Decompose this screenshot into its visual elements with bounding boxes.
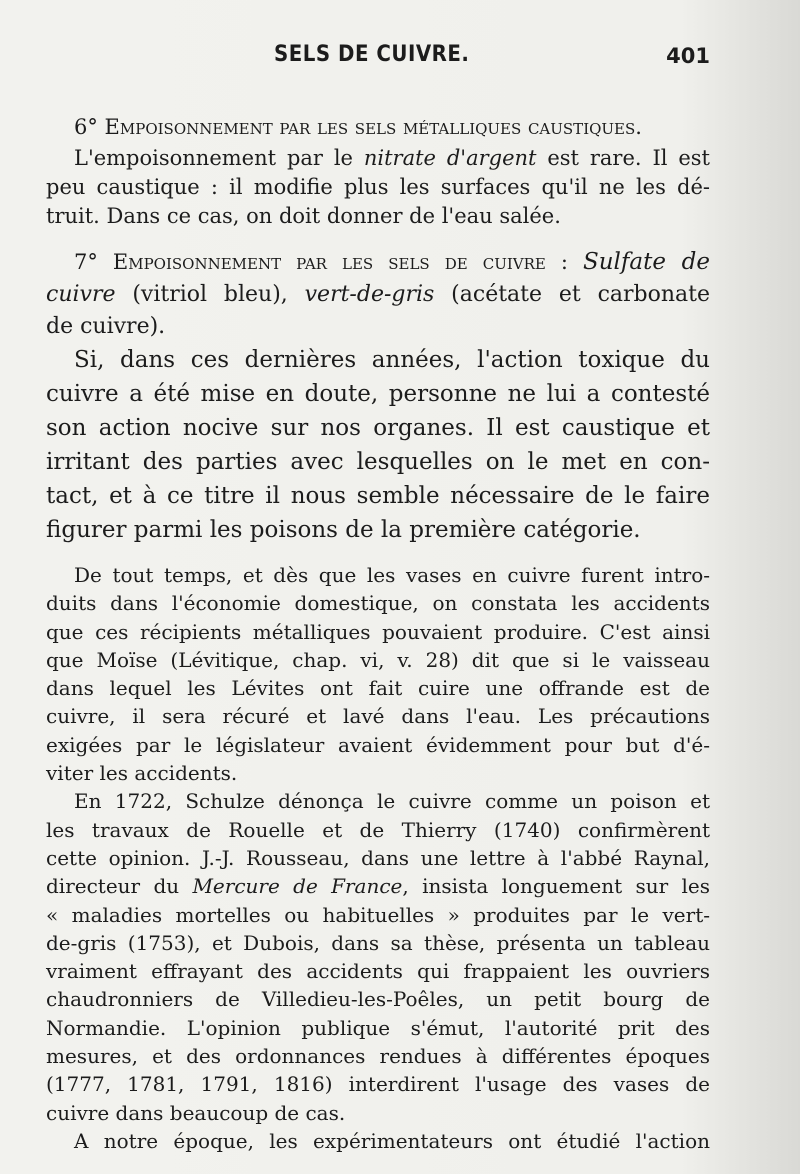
text-line: de-gris (1753), et Dubois, dans sa thèse, présenta un tableau: [46, 930, 710, 955]
italic-text: cuivre: [46, 282, 116, 307]
page-header: [46, 42, 710, 78]
text-line: cette opinion. J.-J. Rousseau, dans une lettre à l'abbé Raynal,: [46, 845, 710, 870]
text: , insista longuement sur les: [402, 874, 710, 899]
text-line: figurer parmi les poisons de la première catégorie.: [46, 517, 641, 543]
text: directeur du: [46, 874, 193, 899]
text-line: que ces récipients métalliques pouvaient produire. C'est ainsi: [46, 619, 710, 644]
text-line: vraiment effrayant des accidents qui frappaient les ouvriers: [46, 959, 710, 984]
text-line: irritant des parties avec lesquelles on le met en con-: [46, 449, 710, 475]
text: L'empoisonnement par le: [74, 146, 364, 170]
text-line: De tout temps, et dès que les vases en cuivre furent intro-: [74, 563, 710, 587]
paragraph-toxicity: [46, 343, 710, 547]
text-line: Si, dans ces dernières années, l'action toxique du: [74, 347, 710, 373]
text-line: chaudronniers de Villedieu-les-Poêles, un petit bourg de: [46, 987, 710, 1012]
italic-text: nitrate d'argent: [363, 146, 537, 170]
text: est rare. Il est: [536, 146, 710, 170]
spacer: [46, 231, 710, 245]
text-line: que Moïse (Lévitique, chap. vi, v. 28) dit que si le vaisseau: [46, 647, 710, 672]
section-6: [46, 110, 710, 231]
section-6-heading: 6° Empoisonnement par les sels métalliques caustiques.: [74, 115, 642, 139]
text: (vitriol bleu),: [115, 282, 305, 307]
text-line: cuivre a été mise en doute, personne ne lui a contesté: [46, 381, 710, 407]
text-line: dans lequel les Lévites ont fait cuire une offrande est de: [46, 676, 710, 701]
text-line: tact, et à ce titre il nous semble nécessaire de le faire: [46, 483, 710, 509]
text-line: « maladies mortelles ou habituelles » produites par le vert-: [46, 902, 710, 927]
section-7-heading-italic: Sulfate de: [582, 249, 710, 275]
text-line: son action nocive sur nos organes. Il est caustique et: [46, 415, 710, 441]
paragraph-modern: [46, 1127, 710, 1155]
section-7-heading: [46, 245, 710, 279]
page-body: [46, 110, 710, 1155]
text-line: exigées par le législateur avaient évidemment pour but d'é-: [46, 732, 710, 757]
page-number: 401: [666, 44, 710, 68]
section-6-line-3: truit. Dans ce cas, on doit donner de l'eau salée.: [46, 204, 561, 228]
text-line: duits dans l'économie domestique, on constata les accidents: [46, 591, 710, 616]
text-line: mesures, et des ordonnances rendues à différentes époques: [46, 1044, 710, 1069]
section-7-line-3: de cuivre).: [46, 314, 166, 339]
text-line: A notre époque, les expérimentateurs ont étudié l'action: [74, 1128, 710, 1153]
text-line: cuivre, il sera récuré et lavé dans l'eau. Les précautions: [46, 704, 710, 729]
spacer: [46, 547, 710, 561]
section-7-heading-lead: 7° Empoisonnement par les sels de cuivre :: [74, 250, 568, 274]
section-6-line-2: peu caustique : il modifie plus les surfaces qu'il ne les dé-: [46, 175, 710, 199]
text-line: cuivre dans beaucoup de cas.: [46, 1100, 346, 1125]
running-title: SELS DE CUIVRE.: [274, 42, 470, 67]
italic-text: Mercure de France: [192, 874, 403, 899]
section-6-line-1: [46, 144, 710, 173]
paragraph-history-1: [46, 561, 710, 787]
text-line: les travaux de Rouelle et de Thierry (1740) confirmèrent: [46, 817, 710, 842]
text-line: Normandie. L'opinion publique s'émut, l'autorité prit des: [46, 1015, 710, 1040]
section-7-line-2: [46, 279, 710, 311]
section-7: [46, 245, 710, 343]
text-line: viter les accidents.: [46, 761, 238, 786]
paragraph-history-2: [46, 787, 710, 1127]
italic-text: vert-de-gris: [304, 282, 435, 307]
text-line: (1777, 1781, 1791, 1816) interdirent l'usage des vases de: [46, 1072, 710, 1097]
text: (acétate et carbonate: [434, 282, 710, 307]
text-line: En 1722, Schulze dénonça le cuivre comme un poison et: [74, 789, 710, 814]
text-line-mercure: [46, 872, 710, 900]
